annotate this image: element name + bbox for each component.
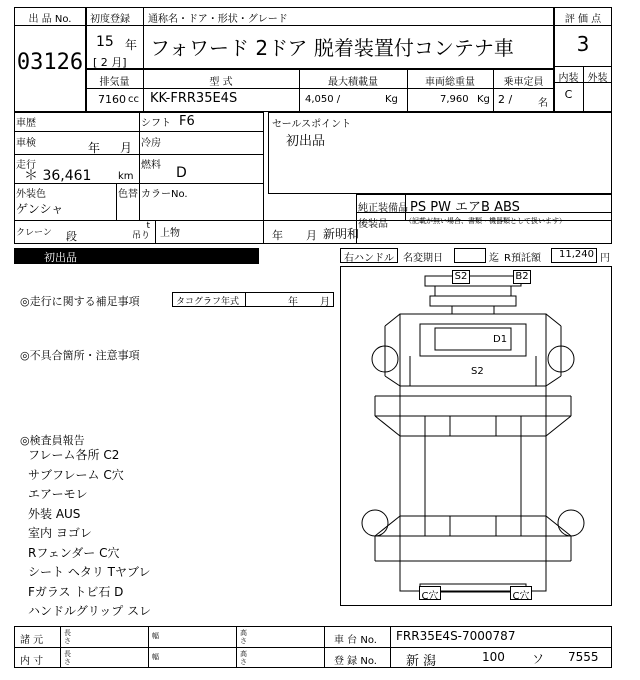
capacity-value: 2 /: [498, 93, 513, 106]
r-deposit-value: 11,240: [559, 249, 594, 260]
model-value: KK-FRR35E4S: [150, 91, 238, 106]
body-maker: 新明和: [323, 227, 360, 241]
inspector-line: Rフェンダー C穴: [28, 545, 120, 560]
interior-grade: C: [564, 88, 573, 101]
gross-weight-unit: Kg: [477, 94, 490, 105]
mileage-label: 走行: [16, 160, 36, 171]
crane-label: クレーン: [16, 228, 52, 238]
mileage-unit: km: [118, 171, 134, 182]
shift-value: F6: [179, 114, 195, 129]
body-year-unit: 年: [272, 229, 283, 242]
spec-length-label: 長さ: [64, 629, 71, 645]
inner-width-label: 幅: [152, 653, 159, 661]
body-label: 上物: [160, 228, 180, 239]
shift-label: シフト: [141, 118, 171, 129]
inspection-year-unit: 年: [88, 141, 101, 155]
specs-row-label: 諸 元: [20, 635, 44, 646]
r-deposit-unit: 円: [600, 253, 610, 264]
first-reg-year: 15: [96, 34, 114, 50]
inspector-line: フレーム各所 C2: [28, 448, 120, 462]
damage-mark: B2: [513, 270, 531, 284]
inspector-line: 外装 AUS: [28, 506, 81, 521]
inner-dim-row-label: 内 寸: [20, 656, 44, 667]
tacho-year-unit: 年: [288, 297, 298, 308]
truck-outline: [340, 266, 612, 606]
registration-region: 新 潟: [406, 654, 437, 669]
grade-label: 評 価 点: [564, 14, 602, 25]
color-code-label: カラーNo.: [141, 189, 188, 200]
first-reg-month: [ 2 月]: [93, 56, 127, 69]
grade-value: 3: [576, 32, 590, 56]
max-load-label: 最大積載量: [328, 77, 378, 88]
inspector-line: サブフレーム C穴: [28, 467, 124, 482]
inspection-label: 車検: [16, 138, 36, 149]
sales-point-label: セールスポイント: [272, 119, 352, 130]
crane-stage-unit: 段: [66, 230, 77, 243]
fuel-value: D: [176, 165, 187, 181]
aftermarket-label: 後装品: [358, 219, 388, 230]
interior-label: 内装: [558, 73, 579, 84]
std-equipment-label: 純正装備品: [358, 203, 408, 214]
tacho-label: タコグラフ年式: [176, 297, 240, 307]
body-month-unit: 月: [306, 229, 317, 242]
crane-ton-unit: t 吊り: [132, 221, 151, 241]
max-load-unit: Kg: [385, 94, 398, 105]
lot-number: 03126: [16, 50, 84, 75]
displacement-unit: cc: [128, 94, 139, 105]
chassis-label: 車 台 No.: [334, 635, 377, 646]
exterior-color-label: 外装色: [16, 189, 46, 200]
name-change-label: 名変期日: [403, 253, 443, 264]
spec-height-label: 高さ: [240, 629, 247, 645]
name-change-note: 迄: [489, 253, 499, 264]
inspector-report: [28, 446, 151, 622]
gross-weight-value: 7,960: [440, 94, 469, 105]
displacement-value: 7160: [98, 93, 126, 106]
lot-label: 出 品 No.: [28, 14, 72, 25]
history-label: 車歴: [16, 118, 36, 129]
exterior-color-value: ゲンシャ: [16, 202, 64, 216]
tacho-month-unit: 月: [320, 297, 330, 308]
aftermarket-note: （記載が無い場合、書類・機器類として扱います）: [405, 217, 566, 225]
inspector-line: 室内 ヨゴレ: [28, 526, 92, 540]
exterior-label: 外装: [587, 73, 608, 84]
capacity-unit: 名: [538, 98, 548, 109]
mileage-value: ＊ 36,461: [24, 168, 92, 184]
registration-kana: ソ: [532, 652, 545, 666]
inspection-month-unit: 月: [120, 141, 133, 155]
model-label: 型 式: [209, 77, 233, 88]
first-reg-label: 初度登録: [90, 14, 130, 25]
color-change-label: 色替: [118, 189, 138, 200]
displacement-label: 排気量: [99, 77, 130, 88]
ac-label: 冷房: [141, 138, 161, 149]
car-name: フォワード 2ドア 脱着装置付コンテナ車: [150, 36, 514, 60]
car-name-label: 通称名・ドア・形状・グレード: [148, 14, 288, 25]
first-reg-year-unit: 年: [125, 38, 138, 52]
right-hand-label: 右ハンドル: [344, 253, 394, 264]
capacity-label: 乗車定員: [503, 77, 544, 88]
inspector-title: ◎検査員報告: [20, 434, 85, 447]
fuel-label: 燃料: [141, 160, 161, 171]
name-change-field: [454, 248, 486, 263]
registration-label: 登 録 No.: [334, 656, 377, 667]
driving-notes-title: ◎走行に関する補足事項: [20, 295, 140, 308]
damage-mark: S2: [452, 270, 470, 284]
inspector-line: エアーモレ: [28, 487, 88, 501]
inspector-line: Fガラス トビ石 D: [28, 584, 124, 599]
registration-number: 7555: [568, 650, 599, 664]
inspector-line: シート ヘタリ Tヤブレ: [28, 565, 151, 579]
std-equipment-value: PS PW エアB ABS: [410, 200, 520, 215]
spec-width-label: 幅: [152, 632, 159, 640]
damage-mark: C穴: [510, 586, 532, 600]
defects-title: ◎不具合箇所・注意事項: [20, 349, 140, 362]
registration-class: 100: [482, 650, 505, 664]
gross-weight-label: 車両総重量: [425, 77, 475, 88]
first-listing-text: 初出品: [44, 251, 77, 264]
inspector-line: ハンドルグリップ スレ: [28, 604, 152, 618]
sales-point-value: 初出品: [286, 134, 326, 149]
max-load-value: 4,050 /: [305, 94, 341, 105]
inner-height-label: 高さ: [240, 650, 247, 666]
damage-mark: S2: [471, 366, 484, 377]
chassis-number: FRR35E4S-7000787: [396, 629, 516, 643]
damage-mark: D1: [493, 334, 508, 345]
damage-mark: C穴: [419, 586, 441, 600]
inner-length-label: 長さ: [64, 650, 71, 666]
r-deposit-label: R預託額: [504, 253, 541, 264]
